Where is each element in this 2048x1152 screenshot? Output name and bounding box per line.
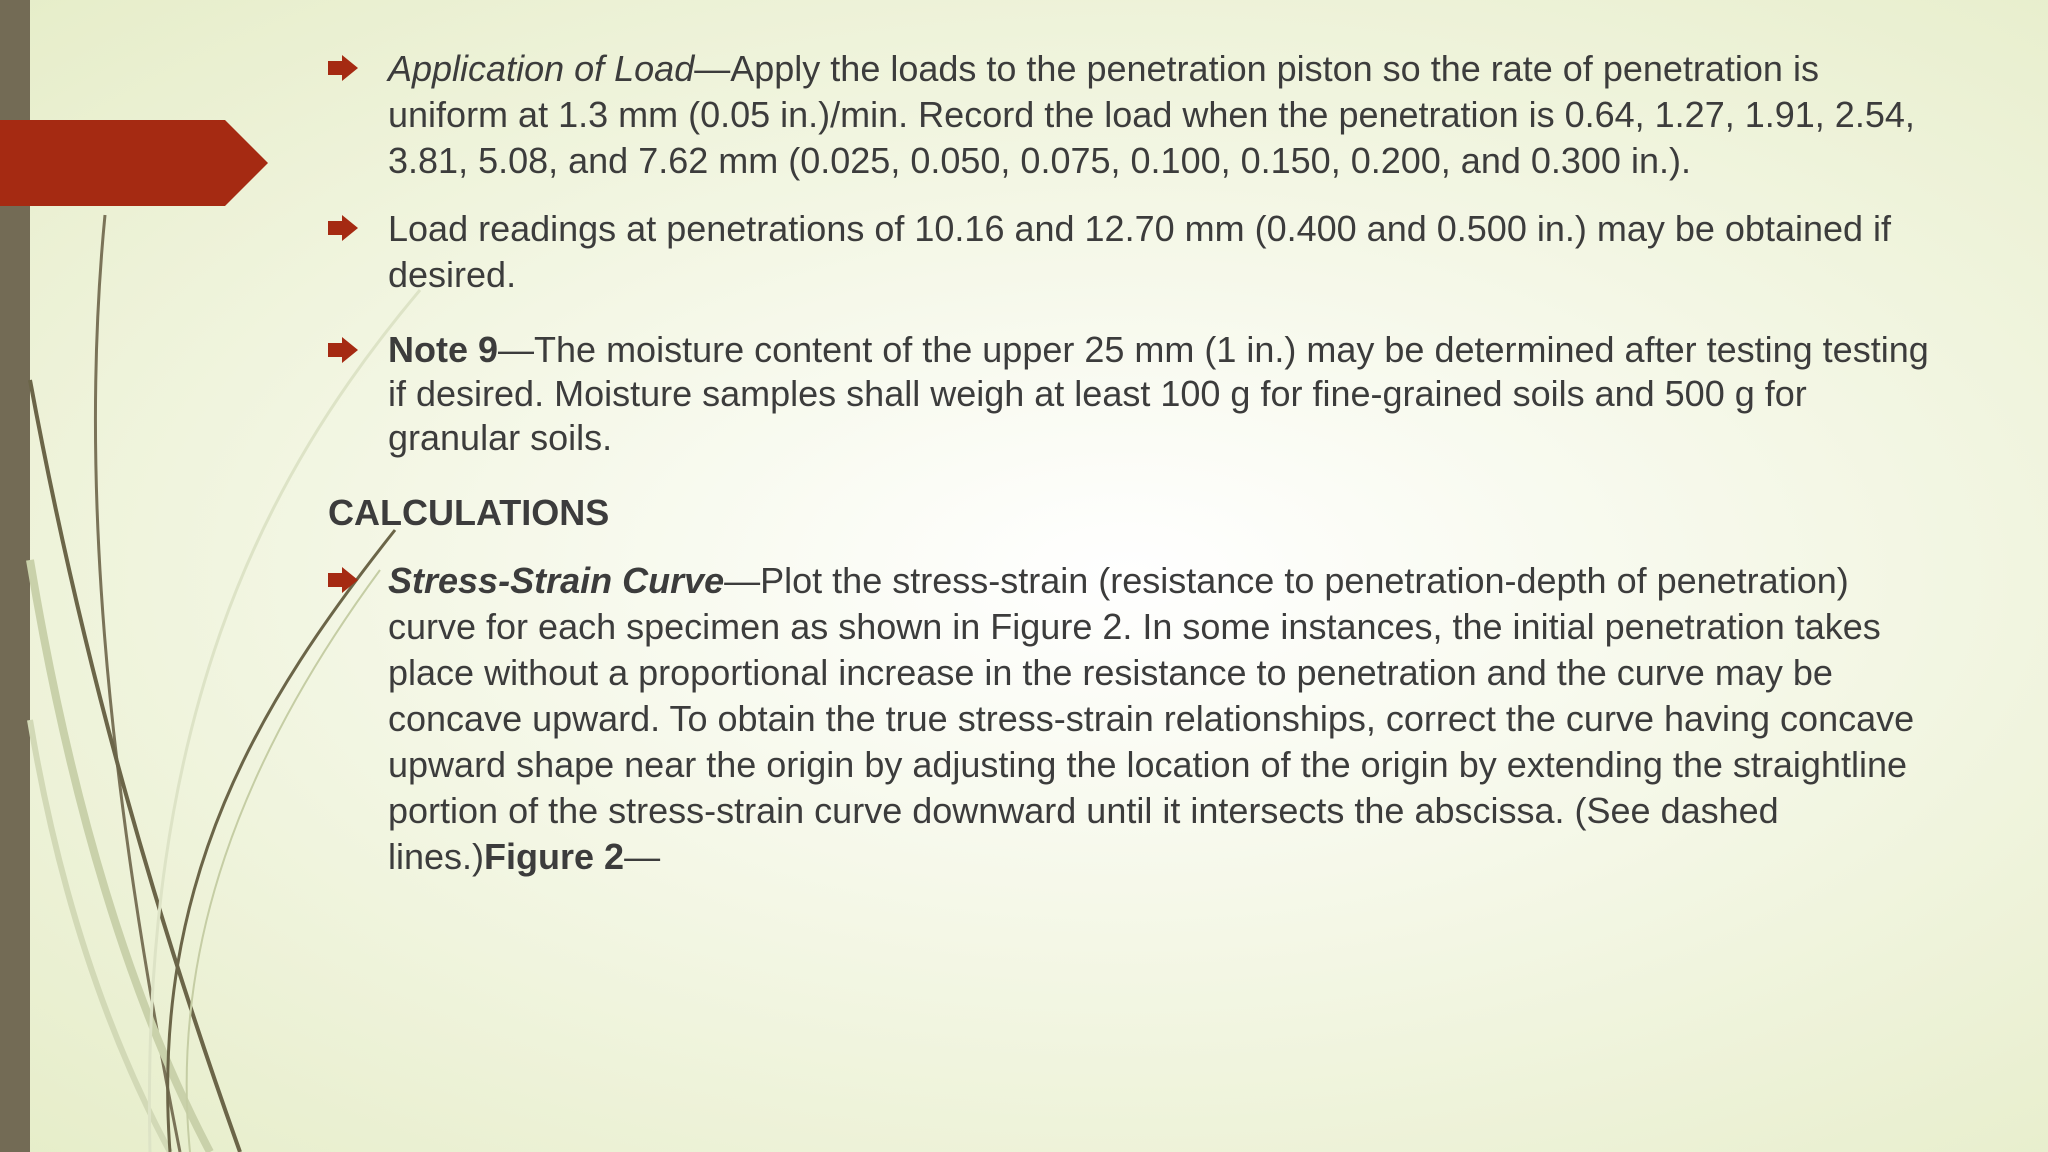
bullet-item-application-of-load [328,46,1938,184]
item-body-text: —Apply the loads to the penetration piston so the rate of penetration is uniform at 1.3 mm (0.05 in.)/min. Record the load when the penetration is 0.64, 1.27, 1.91, 2.54, 3.81, 5.08, and 7.62 mm (0.025, 0.050, 0.075, 0.100, 0.150, 0.200, and 0.300 in.). [388,48,1915,181]
arrow-bullet-icon [328,337,358,363]
arrow-bullet-icon [328,215,358,241]
slide-content [328,46,1938,902]
figure-reference-text: Figure 2 [484,836,625,877]
item-lead-text: Note 9 [388,329,499,370]
bullet-item-note-9 [328,328,1938,460]
arrow-bullet-icon [328,567,358,593]
section-heading-calculations: CALCULATIONS [328,492,610,533]
item-body-text: —The moisture content of the upper 25 mm (1 in.) may be determined after testing testing if desired. Moisture samples shall weigh at least 100 g for fine-grained soils and 500 g for granular soils. [388,329,1929,458]
arrow-tab-shape [0,120,270,206]
figure-reference-dash: — [624,836,661,877]
item-lead-text: Application of Load [388,48,695,89]
item-body-text: —Plot the stress-strain (resistance to penetration-depth of penetration) curve for each specimen as shown in Figure 2. In some instances, the initial penetration takes place without a proportional increase in the resistance to penetration and the curve may be concave upward. To obtain the true stress-strain relationships, correct the curve having concave upward shape near the origin by adjusting the location of the origin by extending the straightline portion of the stress-strain curve downward until it intersects the abscissa. (See dashed lines.) [388,560,1915,877]
arrow-bullet-icon [328,55,358,81]
item-body-text: Load readings at penetrations of 10.16 and 12.70 mm (0.400 and 0.500 in.) may be obtained if desired. [388,208,1892,295]
bullet-item-load-readings [328,206,1938,298]
bullet-item-stress-strain-curve [328,558,1938,880]
item-lead-text: Stress-Strain Curve [388,560,725,601]
